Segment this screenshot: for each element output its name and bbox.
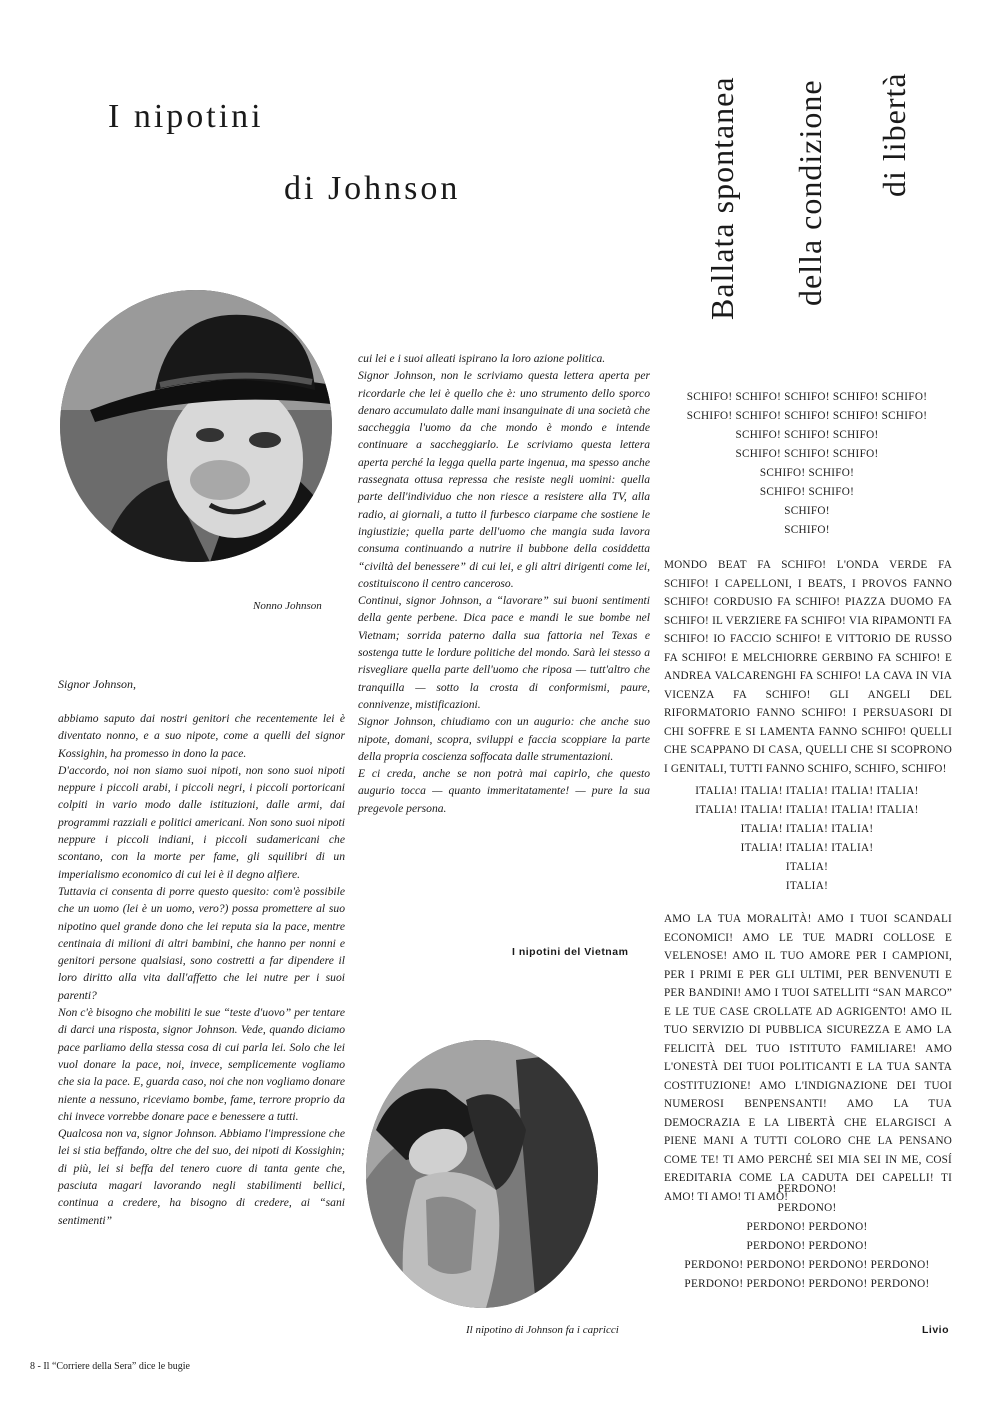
- ballad-paragraph: MONDO BEAT FA SCHIFO! L'ONDA VERDE FA SCHIFO! I CAPELLONI, I BEATS, I PROVOS FANNO SCHIFO! CORDUSIO FA SCHIFO! PIAZZA DUOMO FA SCHIFO! IL VERZIERE FA SCHIFO! VIA RIPAMONTI FA SCHIFO! IO FACCIO SCHIFO! E VITTORIO DE RUSSO FA SCHIFO! E MELCHIORRE GERBINO FA SCHIFO! E ANDREA VALCARENGHI FA SCHIFO! LA CAVA IN VIA VICENZA FA SCHIFO! GLI ANGELI DEL RIFORMATORIO FANNO SCHIFO! I PERSUASORI DI CHI SOFFRE E SI LAMENTA FANNO SCHIFO! QUELLI CHE SCAPPANO DI CASA, QUELLI CHE SI SCOPRONO I GENITALI, TUTTI FANNO SCHIFO, SCHIFO, SCHIFO!: [664, 559, 952, 775]
- letter-signature: I nipotini del Vietnam: [512, 946, 629, 958]
- letter-paragraph: cui lei e i suoi alleati ispirano la loro azione politica.: [358, 352, 606, 365]
- letter-paragraph: Qualcosa non va, signor Johnson. Abbiamo l'impressione che lei si stia beffando, oltre che del suo, dei nipoti di Kossighin; di più, lei si beffa del tenero cuore di tanta gente che, pasciuta magari lavorando negli stabilimenti bellici, continua a credere, ha bisogno di credere, ai “sani sentimenti”: [58, 1127, 345, 1227]
- ballad-schifo-block: [664, 388, 950, 540]
- ballad-title-line-1: Ballata spontanea: [704, 76, 740, 320]
- ballad-line: SCHIFO! SCHIFO! SCHIFO!: [735, 429, 879, 441]
- letter-paragraph: Non c'è bisogno che mobiliti le sue “teste d'uovo” per tentare di darci una risposta, signor Johnson. Vede, quando diciamo pace parliamo della stessa cosa di cui parla lei. Solo che lei vuol donare la pace, noi, invece, semplicemente vogliamo che sia la pace. E, guarda caso, noi che non vogliamo donare niente a nessuno, riceviamo bombe, fame, terrore proprio da chi invece vorrebbe donare pace e benessere a tutti.: [58, 1006, 345, 1123]
- photo-nipotino: [366, 1040, 598, 1308]
- ballad-line: ITALIA! ITALIA! ITALIA! ITALIA! ITALIA!: [695, 804, 919, 816]
- ballad-line: PERDONO! PERDONO!: [746, 1240, 868, 1252]
- letter-paragraph: Signor Johnson, non le scriviamo questa lettera aperta per ricordarle che lei è quello che è: uno strumento dello sporco denaro accumulato dalle mani insanguinate di una società che saccheggia l'uomo da che mondo è mondo e intende continuare a saccheggiarlo. Le scriviamo questa lettera aperta perché la legga quella parte ingenua, ma spesso anche rassegnata ottusa repressa che resiste negli uomini: quella parte dell'individuo che non riesce a resistere alla TV, alla radio, ai giornali, a tutto il furbesco ciarpame che sostiene le ingiustizie; quella parte dell'uomo che mangia suda lavora consuma continuando a nutrire il bubbone della cosiddetta “civiltà del benessere” di cui lei, e gli altri dirigenti come lei, costituiscono il centro canceroso.: [358, 369, 650, 590]
- ballad-line: PERDONO! PERDONO! PERDONO! PERDONO!: [684, 1278, 930, 1290]
- ballad-line: ITALIA! ITALIA! ITALIA! ITALIA! ITALIA!: [695, 785, 919, 797]
- letter-paragraph: Continui, signor Johnson, a “lavorare” sui buoni sentimenti della gente perbene. Dica pace e mandi le sue bombe nel Vietnam; sorrida paterno dalla sua fattoria nel Texas e sostenga tutte le lordure politiche del mondo. Sarà lei stesso a risvegliare quella parte dell'uomo che riposa — tutt'altro che tranquilla — sotto la crosta di conformismi, paure, connivenze, mistificazioni.: [358, 594, 650, 711]
- letter-paragraph: abbiamo saputo dai nostri genitori che recentemente lei è diventato nonno, e a suo nipote, come a quelli del signor Kossighin, ha promesso in dono la pace.: [58, 712, 345, 760]
- ballad-line: ITALIA!: [785, 861, 829, 873]
- ballad-line: SCHIFO! SCHIFO! SCHIFO! SCHIFO! SCHIFO!: [686, 391, 928, 403]
- child-illustration: [366, 1040, 598, 1308]
- letter-paragraph: Tuttavia ci consenta di porre questo quesito: com'è possibile che un uomo (lei è un uomo, vero?) possa promettere al suo nipotino quel grande dono che lei reputa sia la pace, mentre centinaia di milioni di altri bambini, che hanno per nonni e genitori persone qualsiasi, sono costretti a far dipendere il loro diritto alla vita dall'affetto che lei nutre per i suoi parenti?: [58, 884, 345, 1002]
- headline-line-2: di Johnson: [284, 170, 461, 207]
- ballad-perdono-block: [664, 1180, 950, 1294]
- letter-paragraph: D'accordo, noi non siamo suoi nipoti, non sono suoi nipoti neppure i piccoli arabi, i piccoli negri, i piccoli portoricani colpiti in vario modo dalle istituzioni, dalle armi, dai programmi razziali e politici americani. Non sono suoi nipoti neppure i piccoli indiani, i piccoli sudamericani che scontano, con la morte per fame, gli squilibri di un imperialismo economico di cui lei è il degno alfiere.: [58, 763, 345, 881]
- letter-salutation: Signor Johnson,: [58, 677, 136, 691]
- letter-left-column: [58, 710, 345, 1229]
- ballad-line: SCHIFO! SCHIFO! SCHIFO! SCHIFO! SCHIFO!: [686, 410, 928, 422]
- ballad-line: PERDONO! PERDONO!: [746, 1221, 868, 1233]
- ballad-author: Livio: [922, 1324, 950, 1336]
- letter-middle-column: [358, 350, 650, 817]
- letter-paragraph: Signor Johnson, chiudiamo con un augurio: che anche suo nipote, domani, scopra, sviluppi e faccia scoppiare la parte della propria coscienza soffocata dalle strumentazioni.: [358, 715, 650, 763]
- ballad-paragraph: AMO LA TUA MORALITÀ! AMO I TUOI SCANDALI ECONOMICI! AMO LE TUE MADRI COLLOSE E VELENOSE! AMO IL TUO AMORE PER I CAMPIONI, PER I PRIMI E PER GLI ULTIMI, PER BENVENUTI E PER BANDINI! AMO I TUOI SATELLITI “SAN MARCO” E LE TUE CASE CROLLATE AD AGRIGENTO! AMO IL TUO SERVIZIO DI PUBBLICA SICUREZZA E AMO LA FELICITÀ DEL TUO ISTITUTO FAMILIARE! AMO L'ONESTÀ DEI TUOI POLITICANTI E LA TUA SANTA COSTITUZIONE! AMO L'INDIGNAZIONE DEI TUOI NUMEROSI BENPENSANTI! AMO LA TUA DEMOCRAZIA E LA LIBERTÀ CHE ELARGISCI A PIENE MANI A TUTTI COLORO CHE LA PENSANO COME TE! TI AMO PERCHÉ SEI MIA SEI IN ME, COSÍ EREDITARIA COME LA CADUTA DEI CAPELLI! TI AMO! TI AMO! TI AMO!: [664, 913, 952, 1203]
- ballad-line: PERDONO!: [777, 1202, 837, 1214]
- ballad-title-line-3: di libertà: [876, 72, 912, 197]
- ballad-line: ITALIA! ITALIA! ITALIA!: [740, 823, 874, 835]
- ballad-line: SCHIFO! SCHIFO!: [759, 467, 855, 479]
- page-footer: 8 - Il “Corriere della Sera” dice le bugie: [30, 1361, 190, 1372]
- ballad-line: PERDONO! PERDONO! PERDONO! PERDONO!: [684, 1259, 930, 1271]
- ballad-amo: [664, 910, 952, 1206]
- headline-line-1: I nipotini: [108, 98, 264, 135]
- ballad-line: SCHIFO!: [784, 524, 830, 536]
- ballad-italia-block: [664, 782, 950, 896]
- ballad-line: SCHIFO! SCHIFO!: [759, 486, 855, 498]
- portrait-illustration: [60, 290, 332, 562]
- ballad-line: SCHIFO! SCHIFO! SCHIFO!: [735, 448, 879, 460]
- ballad-mondo-beat: [664, 556, 952, 778]
- ballad-line: PERDONO!: [777, 1183, 837, 1195]
- photo-top-caption: Nonno Johnson: [253, 600, 322, 612]
- ballad-line: ITALIA! ITALIA! ITALIA!: [740, 842, 874, 854]
- ballad-line: ITALIA!: [785, 880, 829, 892]
- ballad-line: SCHIFO!: [784, 505, 830, 517]
- letter-paragraph: E ci creda, anche se non potrà mai capirlo, che questo augurio tocca — quanto immeritatamente! — pure la sua pregevole persona.: [358, 767, 650, 815]
- ballad-title-line-2: della condizione: [792, 79, 828, 306]
- photo-nonno-johnson: [60, 290, 332, 562]
- photo-bottom-caption: Il nipotino di Johnson fa i capricci: [466, 1324, 619, 1336]
